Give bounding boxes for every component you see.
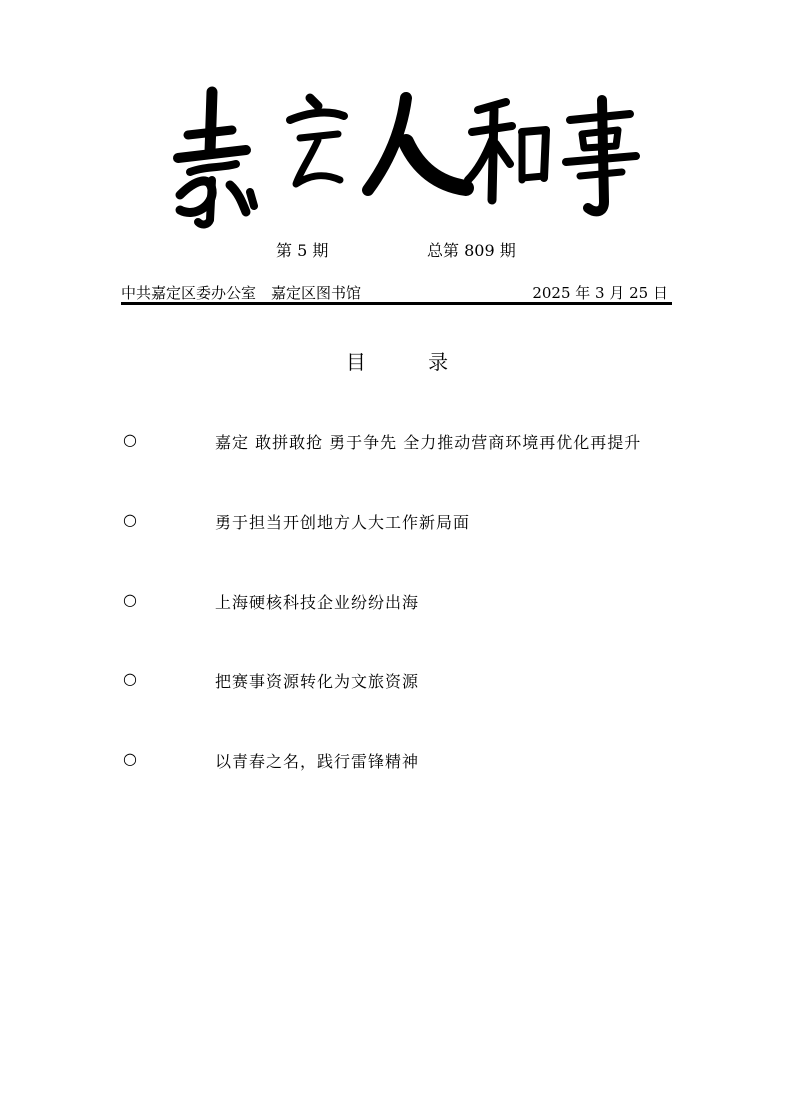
- toc-item[interactable]: [123, 749, 683, 775]
- publisher-orgs: 中共嘉定区委办公室 嘉定区图书馆: [121, 284, 362, 302]
- toc-item[interactable]: [123, 430, 683, 456]
- toc-item[interactable]: [123, 590, 683, 616]
- toc-item[interactable]: [123, 510, 683, 536]
- circle-bullet-icon: ○: [123, 430, 137, 449]
- toc-item-title[interactable]: 上海硬核科技企业纷纷出海: [215, 593, 420, 612]
- header-divider: [121, 302, 672, 305]
- issue-number: 第 5 期: [276, 241, 329, 260]
- publication-date: 2025 年 3 月 25 日: [532, 284, 668, 302]
- toc-item-title[interactable]: 以青春之名，践行雷锋精神: [215, 752, 420, 771]
- toc-item-title[interactable]: 勇于担当开创地方人大工作新局面: [215, 513, 471, 532]
- issue-line: [0, 238, 794, 262]
- publisher-row: [121, 282, 672, 304]
- toc-item-title[interactable]: 把赛事资源转化为文旅资源: [215, 672, 420, 691]
- circle-bullet-icon: ○: [123, 749, 137, 768]
- masthead-logo: [150, 80, 650, 230]
- issue-total-number: 总第 809 期: [427, 241, 516, 260]
- circle-bullet-icon: ○: [123, 590, 137, 609]
- calligraphy-masthead-logo: [150, 80, 650, 230]
- toc-title: 目 录: [345, 350, 477, 374]
- toc-item-title[interactable]: 嘉定 敢拼敢抢 勇于争先 全力推动营商环境再优化再提升: [215, 433, 642, 452]
- toc-item[interactable]: [123, 669, 683, 695]
- circle-bullet-icon: ○: [123, 510, 137, 529]
- circle-bullet-icon: ○: [123, 669, 137, 688]
